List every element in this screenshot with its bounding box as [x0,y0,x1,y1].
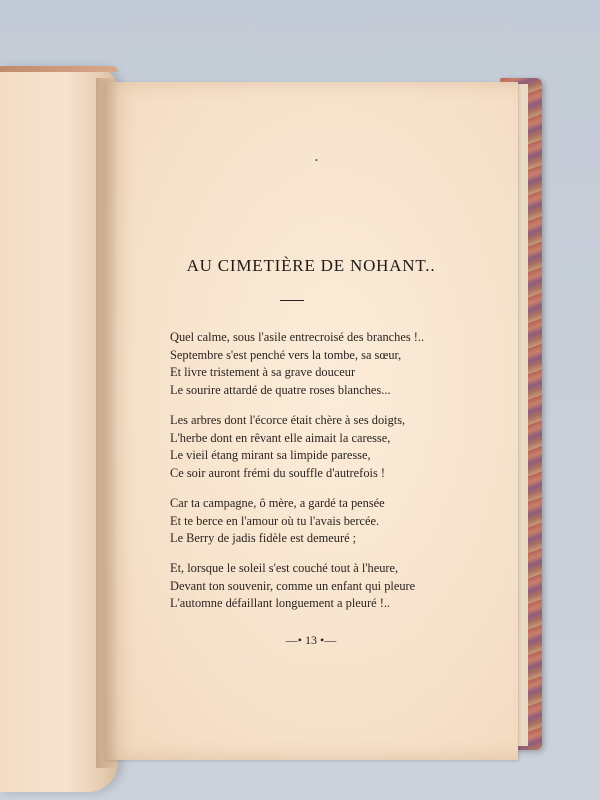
page-number: —• 13 •— [285,633,337,647]
verse-line: Et livre tristement à sa grave douceur [170,365,356,380]
verse-line: Et te berce en l'amour où tu l'avais bercée. [170,513,380,528]
stanza-2 [170,412,490,482]
verse-line: Les arbres dont l'écorce était chère à ses doigts, [170,413,406,427]
verse-line: Le Berry de jadis fidèle est demeuré ; [170,531,357,546]
verse-line: Et, lorsque le soleil s'est couché tout à l'heure, [170,561,399,575]
verse-line: Le sourire attardé de quatre roses blanches... [170,382,391,397]
verse-line: Quel calme, sous l'asile entrecroisé des branches !.. [170,330,425,344]
verse-line: Car ta campagne, ô mère, a gardé ta pensée [170,496,385,510]
title-rule [280,300,304,301]
verse-line: Septembre s'est penché vers la tombe, sa sœur, [170,347,402,362]
verse-line: Devant ton souvenir, comme un enfant qui pleure [170,578,416,593]
stanza-3 [170,495,490,548]
stanza-4 [170,560,490,613]
page-content [104,82,518,760]
verse-line: L'automne défaillant longuement a pleuré !.. [170,596,391,611]
verse-line: L'herbe dont en rêvant elle aimait la caresse, [170,430,391,445]
poem-title: AU CIMETIÈRE DE NOHANT.. [186,256,436,275]
printer-mark: • [315,156,318,165]
left-page-top-edge [0,66,118,72]
verse-line: Ce soir auront frémi du souffle d'autrefois ! [170,465,385,480]
stanza-1 [170,329,490,399]
verse-line: Le vieil étang mirant sa limpide paresse, [170,448,371,463]
